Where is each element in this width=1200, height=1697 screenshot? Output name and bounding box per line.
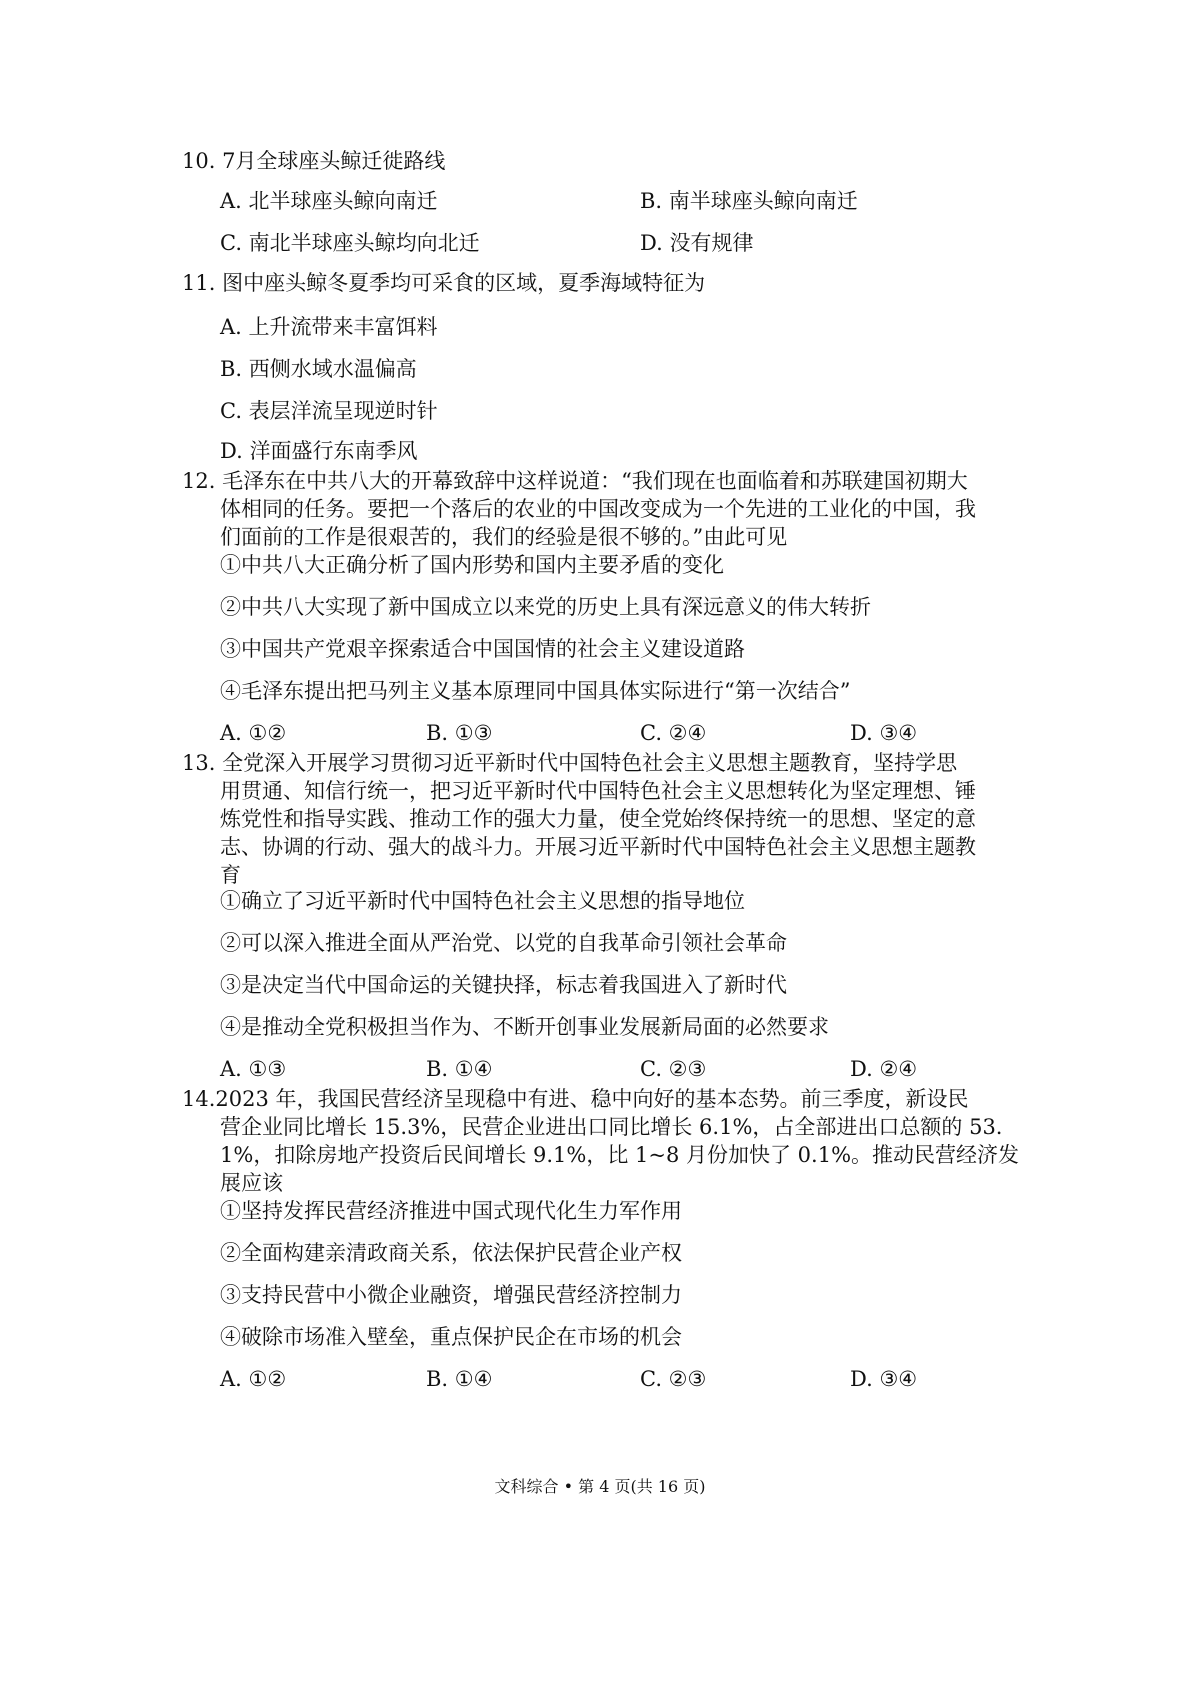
option-d: D. ③④: [850, 721, 918, 745]
statement-4: ④是推动全党积极担当作为、不断开创事业发展新局面的必然要求: [220, 1015, 829, 1039]
option-a: A. ①②: [220, 721, 287, 745]
statement-3: ③支持民营中小微企业融资，增强民营经济控制力: [220, 1283, 682, 1307]
page-footer: 文科综合 • 第 4 页(共 16 页): [494, 1477, 706, 1496]
option-d: D. 没有规律: [640, 231, 754, 255]
option-b: B. ①④: [426, 1057, 493, 1081]
question-stem-line: 1%，扣除房地产投资后民间增长 9.1%，比 1~8 月份加快了 0.1%。推动民营经济发: [220, 1143, 1020, 1167]
option-c: C. ②③: [640, 1057, 707, 1081]
statement-3: ③是决定当代中国命运的关键抉择，标志着我国进入了新时代: [220, 973, 787, 997]
question-stem-line: 育: [220, 863, 241, 887]
question-stem-line: 12. 毛泽东在中共八大的开幕致辞中这样说道：“我们现在也面临着和苏联建国初期大: [182, 469, 968, 493]
option-b: B. 南半球座头鲸向南迁: [640, 189, 858, 213]
option-c: C. 表层洋流呈现逆时针: [220, 399, 438, 423]
option-b: B. 西侧水域水温偏高: [220, 357, 417, 381]
option-d: D. 洋面盛行东南季风: [220, 439, 418, 463]
statement-4: ④破除市场准入壁垒，重点保护民企在市场的机会: [220, 1325, 682, 1349]
question-stem-line: 炼党性和指导实践、推动工作的强大力量，使全党始终保持统一的思想、坚定的意: [220, 807, 976, 831]
option-b: B. ①③: [426, 721, 493, 745]
statement-2: ②中共八大实现了新中国成立以来党的历史上具有深远意义的伟大转折: [220, 595, 871, 619]
question-stem-line: 14.2023 年，我国民营经济呈现稳中有进、稳中向好的基本态势。前三季度，新设民: [182, 1087, 969, 1111]
question-stem: 10. 7月全球座头鲸迁徙路线: [182, 149, 446, 173]
option-c: C. ②③: [640, 1367, 707, 1391]
statement-1: ①中共八大正确分析了国内形势和国内主要矛盾的变化: [220, 553, 724, 577]
option-a: A. ①②: [220, 1367, 287, 1391]
option-a: A. 北半球座头鲸向南迁: [220, 189, 438, 213]
statement-4: ④毛泽东提出把马列主义基本原理同中国具体实际进行“第一次结合”: [220, 679, 851, 703]
option-c: C. 南北半球座头鲸均向北迁: [220, 231, 480, 255]
statement-1: ①坚持发挥民营经济推进中国式现代化生力军作用: [220, 1199, 682, 1223]
option-d: D. ③④: [850, 1367, 918, 1391]
statement-2: ②可以深入推进全面从严治党、以党的自我革命引领社会革命: [220, 931, 787, 955]
option-d: D. ②④: [850, 1057, 918, 1081]
option-c: C. ②④: [640, 721, 707, 745]
question-stem-line: 展应该: [220, 1171, 283, 1195]
question-stem-line: 13. 全党深入开展学习贯彻习近平新时代中国特色社会主义思想主题教育，坚持学思: [182, 751, 958, 775]
statement-1: ①确立了习近平新时代中国特色社会主义思想的指导地位: [220, 889, 745, 913]
option-a: A. ①③: [220, 1057, 287, 1081]
statement-3: ③中国共产党艰辛探索适合中国国情的社会主义建设道路: [220, 637, 745, 661]
question-stem-line: 用贯通、知信行统一，把习近平新时代中国特色社会主义思想转化为坚定理想、锤: [220, 779, 976, 803]
question-stem-line: 们面前的工作是很艰苦的，我们的经验是很不够的。”由此可见: [220, 525, 788, 549]
option-a: A. 上升流带来丰富饵料: [220, 315, 438, 339]
question-stem: 11. 图中座头鲸冬夏季均可采食的区域，夏季海域特征为: [182, 271, 706, 295]
question-stem-line: 体相同的任务。要把一个落后的农业的中国改变成为一个先进的工业化的中国，我: [220, 497, 976, 521]
question-stem-line: 志、协调的行动、强大的战斗力。开展习近平新时代中国特色社会主义思想主题教: [220, 835, 976, 859]
statement-2: ②全面构建亲清政商关系，依法保护民营企业产权: [220, 1241, 682, 1265]
question-stem-line: 营企业同比增长 15.3%，民营企业进出口同比增长 6.1%，占全部进出口总额的 53.: [220, 1115, 1003, 1139]
option-b: B. ①④: [426, 1367, 493, 1391]
